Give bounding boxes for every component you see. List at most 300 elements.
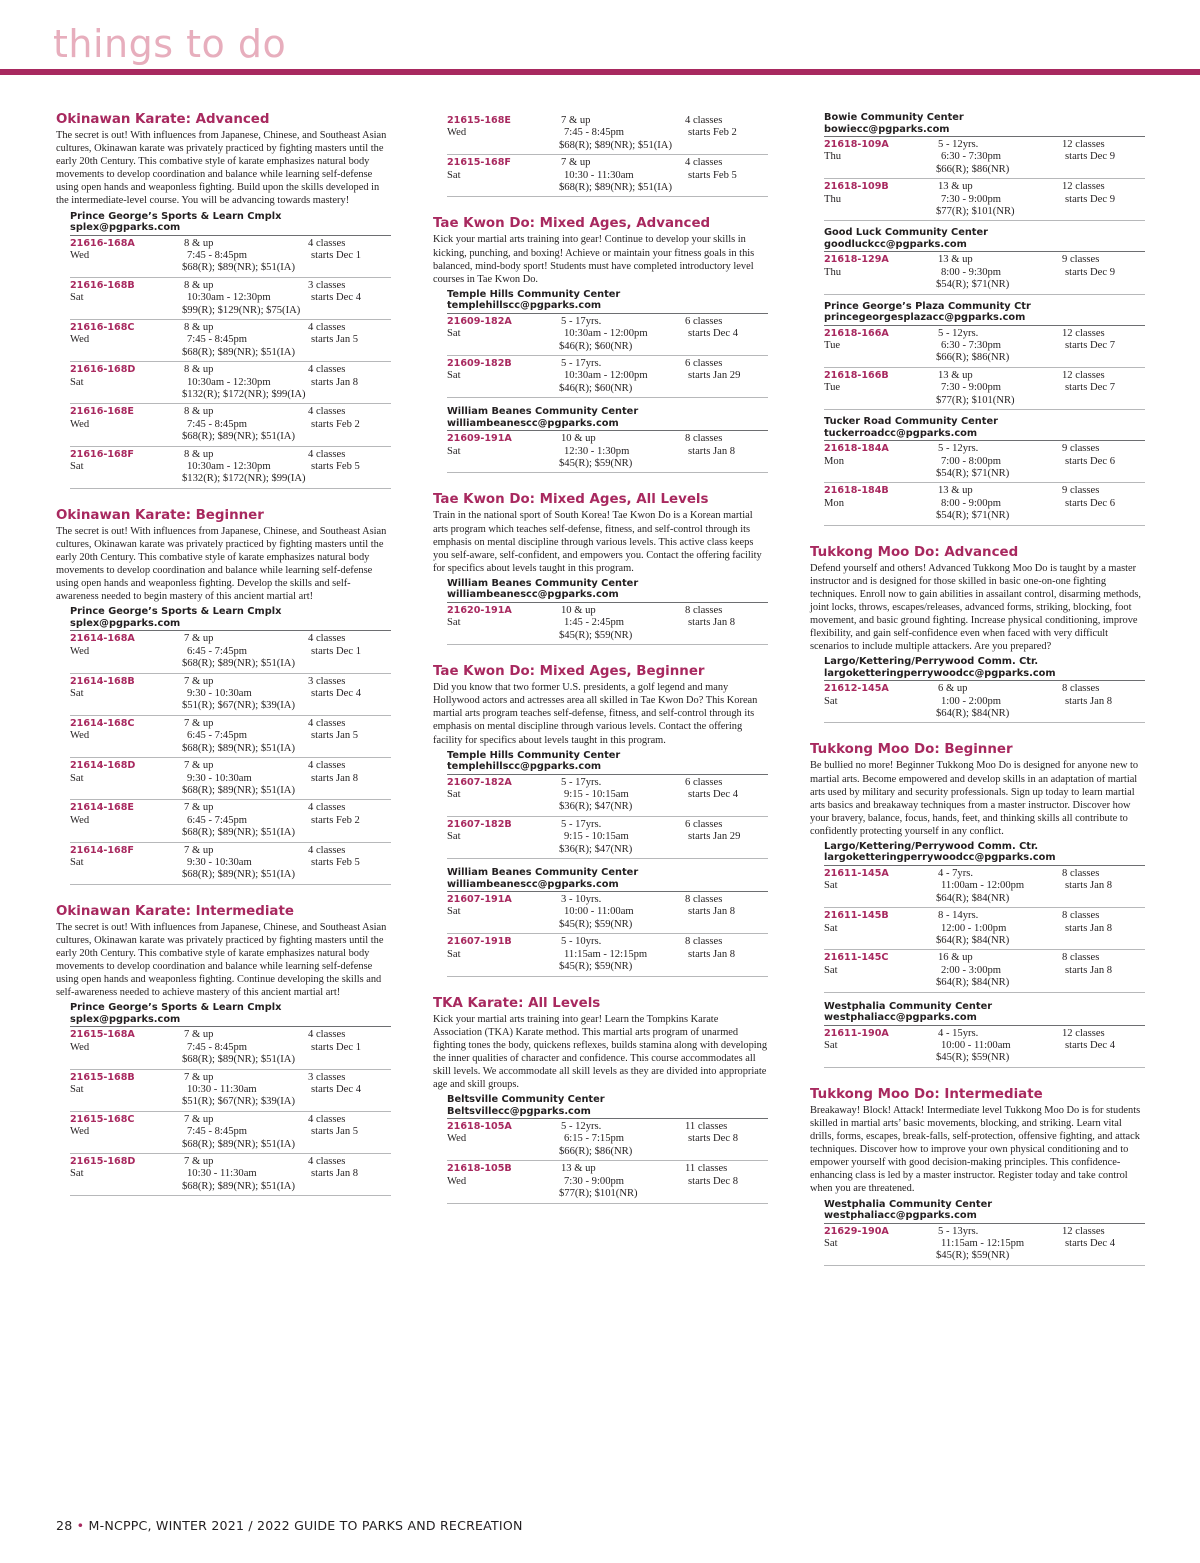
course-row-2	[70, 730, 391, 742]
course-row-2	[447, 789, 768, 801]
course-listing	[70, 236, 391, 278]
course-day: Sat	[70, 376, 84, 388]
course-listing	[447, 314, 768, 356]
location-email[interactable]: tuckerroadcc@pgparks.com	[824, 428, 1145, 442]
course-day: Sat	[824, 1237, 838, 1249]
course-day: Mon	[824, 497, 845, 509]
course-row-2	[70, 461, 391, 473]
course-start-date: starts Jan 8	[1065, 922, 1113, 934]
course-code[interactable]: 21618-109B	[824, 181, 889, 193]
course-age: 7 & up	[184, 1071, 214, 1083]
course-day: Wed	[70, 334, 90, 346]
course-code[interactable]: 21615-168C	[70, 1113, 135, 1125]
course-code[interactable]: 21616-168B	[70, 279, 135, 291]
course-fees: $45(R); $59(NR)	[559, 458, 633, 470]
page-header-title: things to do	[53, 22, 287, 66]
course-time: 7:45 - 8:45pm	[187, 249, 248, 261]
continued-locations	[810, 112, 1145, 526]
course-code[interactable]: 21618-184A	[824, 443, 889, 455]
course-start-date: starts Feb 5	[688, 169, 737, 181]
course-code[interactable]: 21618-129A	[824, 254, 889, 266]
course-class-count: 4 classes	[685, 115, 723, 126]
course-code[interactable]: 21615-168A	[70, 1029, 135, 1041]
course-row-1	[70, 322, 391, 334]
section-title: TKA Karate: All Levels	[433, 995, 601, 1011]
location-name: Prince George’s Sports & Learn Cmplx	[70, 1002, 282, 1014]
course-listing	[824, 326, 1145, 368]
course-row-1	[447, 777, 768, 789]
course-time: 1:45 - 2:45pm	[564, 617, 625, 629]
course-row-1	[824, 181, 1145, 193]
course-age: 5 - 12yrs.	[938, 327, 979, 339]
course-listing	[70, 716, 391, 758]
course-day: Wed	[70, 730, 90, 742]
course-time: 6:15 - 7:15pm	[564, 1133, 625, 1145]
course-code[interactable]: 21612-145A	[824, 683, 889, 695]
course-row-2	[70, 250, 391, 262]
course-listing	[70, 404, 391, 446]
course-code[interactable]: 21616-168D	[70, 364, 136, 376]
location-email[interactable]: bowiecc@pgparks.com	[824, 124, 1145, 138]
course-class-count: 8 classes	[685, 894, 723, 906]
location-block	[70, 1002, 391, 1196]
course-fees: $46(R); $60(NR)	[559, 340, 633, 352]
course-time: 11:15am - 12:15pm	[941, 1237, 1025, 1249]
course-age: 10 & up	[561, 604, 596, 616]
course-fees: $68(R); $89(NR); $51(IA)	[182, 346, 295, 358]
course-listing	[447, 817, 768, 859]
course-row-2	[824, 1040, 1145, 1052]
course-time: 7:45 - 8:45pm	[187, 334, 248, 346]
course-age: 7 & up	[184, 675, 214, 687]
course-start-date: starts Dec 4	[1065, 1237, 1116, 1249]
course-listing	[824, 681, 1145, 723]
course-fees: $64(R); $84(NR)	[936, 935, 1010, 946]
course-row-1	[70, 1072, 391, 1084]
course-age: 8 & up	[184, 448, 214, 460]
column-3	[810, 111, 1145, 1284]
course-class-count: 4 classes	[308, 364, 346, 376]
course-age: 13 & up	[938, 369, 973, 381]
course-fees: $45(R); $59(NR)	[559, 629, 633, 641]
section-title: Tae Kwon Do: Mixed Ages, Beginner	[433, 664, 705, 680]
course-class-count: 8 classes	[1062, 867, 1100, 879]
course-age: 6 & up	[938, 683, 968, 695]
course-start-date: starts Dec 4	[311, 292, 362, 304]
course-fees: $77(R); $101(NR)	[559, 1188, 638, 1200]
course-day: Wed	[70, 1041, 90, 1053]
course-class-count: 4 classes	[308, 717, 346, 729]
location-name: Tucker Road Community Center	[824, 416, 998, 428]
course-code[interactable]: 21615-168E	[447, 115, 511, 126]
course-day: Wed	[447, 127, 467, 139]
location-name: Largo/Kettering/Perrywood Comm. Ctr.	[824, 656, 1039, 668]
course-time: 10:30 - 11:30am	[187, 1083, 257, 1095]
course-day: Wed	[447, 1133, 467, 1145]
course-day: Thu	[824, 193, 842, 205]
course-row-2	[70, 773, 391, 785]
course-row-2	[70, 1126, 391, 1138]
course-row-1	[70, 1029, 391, 1041]
course-fees: $68(R); $89(NR); $51(IA)	[182, 262, 295, 274]
course-section	[56, 111, 391, 489]
course-time: 10:30am - 12:30pm	[187, 376, 271, 388]
location-email[interactable]: williambeanescc@pgparks.com	[447, 589, 768, 603]
location-block	[447, 1094, 768, 1203]
course-row-2	[824, 965, 1145, 977]
course-start-date: starts Jan 8	[688, 948, 736, 960]
course-row-1	[70, 718, 391, 730]
course-fees: $68(R); $89(NR); $51(IA)	[182, 784, 295, 796]
course-code[interactable]: 21614-168B	[70, 675, 135, 687]
course-day: Wed	[70, 1126, 90, 1138]
course-fees: $68(R); $89(NR); $51(IA)	[182, 1138, 295, 1150]
course-code[interactable]: 21616-168E	[70, 406, 134, 418]
course-time: 10:30am - 12:30pm	[187, 292, 271, 304]
course-row-1	[70, 449, 391, 461]
course-code[interactable]: 21607-191A	[447, 894, 512, 906]
section-title: Okinawan Karate: Beginner	[56, 507, 264, 523]
course-row-1	[70, 802, 391, 814]
course-row-1	[824, 910, 1145, 922]
page-footer	[56, 1518, 523, 1533]
course-age: 8 & up	[184, 364, 214, 376]
course-start-date: starts Jan 8	[688, 617, 736, 629]
course-row-1	[824, 868, 1145, 880]
course-row-2	[447, 1176, 768, 1188]
course-listing	[824, 908, 1145, 950]
course-row-1	[447, 819, 768, 831]
course-time: 9:30 - 10:30am	[187, 772, 252, 784]
course-listing	[70, 1154, 391, 1196]
location-email[interactable]: westphaliacc@pgparks.com	[824, 1012, 1145, 1026]
course-fees: $54(R); $71(NR)	[936, 467, 1010, 479]
course-fees: $66(R); $86(NR)	[936, 163, 1010, 175]
course-listing	[70, 362, 391, 404]
course-day: Tue	[824, 382, 841, 394]
course-start-date: starts Feb 5	[311, 856, 360, 868]
course-code[interactable]: 21611-190A	[824, 1027, 889, 1039]
course-fees: $66(R); $86(NR)	[936, 352, 1010, 364]
course-listing	[70, 278, 391, 320]
section-description: Be bullied no more! Beginner Tukkong Moo Do is designed for anyone new to martial arts. Become empowered and develop skills in an adaptation of martial arts used by military and security professionals. Sign up today to learn martial arts basics and breakaway techniques from a master instructor. Discover how your bravery, balance, focus, hands, feet, and thinking skills all contribute to confidently protecting yourself in any conflict.	[810, 760, 1139, 837]
course-listing	[447, 1119, 768, 1161]
course-time: 10:30am - 12:30pm	[187, 461, 271, 473]
course-day: Sat	[447, 169, 461, 181]
course-row-1	[824, 139, 1145, 151]
location-email[interactable]: templehillscc@pgparks.com	[447, 300, 768, 314]
course-age: 5 - 17yrs.	[561, 818, 602, 830]
course-code[interactable]: 21607-182B	[447, 818, 512, 830]
course-time: 7:00 - 8:00pm	[941, 455, 1002, 467]
location-block	[824, 112, 1145, 221]
course-listing	[447, 934, 768, 976]
course-code[interactable]: 21629-190A	[824, 1225, 889, 1237]
course-code[interactable]: 21616-168F	[70, 448, 134, 460]
course-day: Sat	[824, 922, 838, 934]
course-row-2	[70, 815, 391, 827]
course-class-count: 12 classes	[1062, 1225, 1105, 1237]
course-fees: $68(R); $89(NR); $51(IA)	[182, 1180, 295, 1192]
course-code[interactable]: 21614-168D	[70, 760, 136, 772]
course-time: 8:00 - 9:30pm	[941, 266, 1002, 278]
course-day: Sat	[70, 461, 84, 473]
course-age: 8 & up	[184, 279, 214, 291]
course-listing	[447, 892, 768, 934]
course-start-date: starts Jan 29	[688, 831, 741, 843]
course-row-1	[447, 433, 768, 445]
course-start-date: starts Jan 29	[688, 370, 741, 382]
course-class-count: 4 classes	[308, 1029, 346, 1041]
course-code[interactable]: 21615-168B	[70, 1071, 135, 1083]
course-row-2	[824, 1238, 1145, 1250]
course-class-count: 4 classes	[685, 157, 723, 169]
course-row-2	[824, 194, 1145, 206]
course-time: 10:00 - 11:00am	[564, 906, 634, 918]
course-fees: $51(R); $67(NR); $39(IA)	[182, 700, 295, 712]
course-class-count: 4 classes	[308, 1113, 346, 1125]
course-class-count: 9 classes	[1062, 485, 1100, 497]
course-code[interactable]: 21618-105A	[447, 1121, 512, 1133]
course-row-2	[70, 857, 391, 869]
footer-bullet: •	[76, 1518, 85, 1533]
course-code[interactable]: 21615-168F	[447, 157, 511, 169]
course-fees: $99(R); $129(NR); $75(IA)	[182, 304, 301, 316]
location-email[interactable]: templehillscc@pgparks.com	[447, 761, 768, 775]
course-day: Wed	[447, 1175, 467, 1187]
course-code[interactable]: 21611-145C	[824, 952, 889, 964]
section-title: Tukkong Moo Do: Beginner	[810, 742, 1013, 758]
course-row-2	[70, 377, 391, 389]
section-description: The secret is out! With influences from Japanese, Chinese, and Southeast Asian cultures, Okinawan karate was privately practiced by fighting masters until the early 20th Century. This combative style of karate emphasizes natural body movements to develop coordination and balance while learning self-defense using open hands and weaponless fighting. Develop the skills and self-awareness needed to begin mastery of this ancient martial art!	[56, 525, 387, 603]
course-time: 9:30 - 10:30am	[187, 688, 252, 700]
course-listing	[70, 800, 391, 842]
course-listing	[824, 137, 1145, 179]
course-class-count: 4 classes	[308, 237, 346, 249]
column-1	[56, 111, 391, 1214]
course-time: 11:00am - 12:00pm	[941, 880, 1025, 892]
course-age: 7 & up	[184, 760, 214, 772]
course-row-1	[70, 633, 391, 645]
course-day: Wed	[70, 249, 90, 261]
course-start-date: starts Dec 7	[1065, 382, 1116, 394]
course-row-2	[824, 267, 1145, 279]
course-section	[433, 491, 768, 645]
course-class-count: 3 classes	[308, 1071, 346, 1083]
location-email[interactable]: princegeorgesplazacc@pgparks.com	[824, 312, 1145, 326]
course-code[interactable]: 21614-168E	[70, 802, 134, 814]
course-code[interactable]: 21618-105B	[447, 1163, 512, 1175]
course-start-date: starts Jan 8	[688, 445, 736, 457]
course-time: 10:30am - 12:00pm	[564, 328, 648, 340]
course-listing	[447, 603, 768, 645]
course-age: 7 & up	[184, 633, 214, 645]
course-row-2	[447, 1133, 768, 1145]
section-description: Defend yourself and others! Advanced Tukkong Moo Do is taught by a master instructor and is designed for those skilled in basic one-on-one fighting techniques. Enroll now to gain abilities in assailant control, disarming methods, joint locks, throws, escapes/releases, advanced forms, striking, blocking, foot movement, and basic ground fighting. Increase physical conditioning, improve flexibility, and gain self-confidence even when faced with very difficult scenarios to include multiple attackers. Are you prepared?	[810, 562, 1141, 653]
course-age: 7 & up	[561, 157, 591, 169]
course-age: 7 & up	[184, 1029, 214, 1041]
section-title: Okinawan Karate: Advanced	[56, 112, 270, 127]
course-section	[810, 1086, 1145, 1266]
course-class-count: 4 classes	[308, 448, 346, 460]
course-code[interactable]: 21609-182B	[447, 358, 512, 370]
course-row-2	[70, 1042, 391, 1054]
location-email[interactable]: splex@pgparks.com	[70, 618, 391, 632]
course-age: 7 & up	[184, 844, 214, 856]
course-listing	[447, 155, 768, 197]
course-age: 5 - 12yrs.	[938, 443, 979, 455]
course-class-count: 8 classes	[685, 604, 723, 616]
course-fees: $45(R); $59(NR)	[936, 1250, 1010, 1262]
course-class-count: 12 classes	[1062, 327, 1105, 339]
course-class-count: 4 classes	[308, 406, 346, 418]
course-code[interactable]: 21607-191B	[447, 936, 512, 948]
course-row-1	[447, 358, 768, 370]
course-class-count: 4 classes	[308, 844, 346, 856]
course-section	[56, 507, 391, 885]
course-day: Sat	[70, 292, 84, 304]
course-code[interactable]: 21618-166A	[824, 327, 889, 339]
course-start-date: starts Jan 8	[311, 772, 359, 784]
course-start-date: starts Dec 4	[1065, 1040, 1116, 1052]
course-start-date: starts Feb 2	[311, 814, 360, 826]
course-code[interactable]: 21607-182A	[447, 776, 512, 788]
course-code[interactable]: 21611-145B	[824, 910, 889, 922]
course-listing	[70, 1112, 391, 1154]
course-class-count: 9 classes	[1062, 254, 1100, 266]
course-listing	[824, 866, 1145, 908]
course-code[interactable]: 21609-191A	[447, 433, 512, 445]
location-email[interactable]: williambeanescc@pgparks.com	[447, 418, 768, 432]
course-row-1	[447, 1121, 768, 1133]
location-block	[824, 1001, 1145, 1068]
course-class-count: 12 classes	[1062, 139, 1105, 150]
course-fees: $68(R); $89(NR); $51(IA)	[182, 1054, 295, 1066]
course-age: 4 - 7yrs.	[938, 867, 974, 879]
course-start-date: starts Feb 2	[311, 418, 360, 430]
course-class-count: 12 classes	[1062, 369, 1105, 381]
course-day: Mon	[824, 455, 845, 467]
course-row-1	[824, 1226, 1145, 1238]
course-code[interactable]: 21614-168C	[70, 717, 135, 729]
course-start-date: starts Feb 5	[311, 461, 360, 473]
course-code[interactable]: 21614-168A	[70, 633, 135, 645]
course-class-count: 4 classes	[308, 1155, 346, 1167]
location-email[interactable]: splex@pgparks.com	[70, 1014, 391, 1028]
course-code[interactable]: 21609-182A	[447, 315, 512, 327]
course-time: 7:45 - 8:45pm	[187, 1126, 248, 1138]
course-fees: $68(R); $89(NR); $51(IA)	[182, 742, 295, 754]
course-section	[433, 663, 768, 976]
course-class-count: 9 classes	[1062, 443, 1100, 455]
course-start-date: starts Dec 4	[311, 1083, 362, 1095]
course-age: 3 - 10yrs.	[561, 894, 602, 906]
location-name: Largo/Kettering/Perrywood Comm. Ctr.	[824, 840, 1039, 852]
course-row-2	[70, 334, 391, 346]
course-row-1	[447, 894, 768, 906]
location-email[interactable]: westphaliacc@pgparks.com	[824, 1210, 1145, 1224]
course-class-count: 4 classes	[308, 760, 346, 772]
course-day: Sat	[447, 831, 461, 843]
location-email[interactable]: splex@pgparks.com	[70, 222, 391, 236]
course-fees: $132(R); $172(NR); $99(IA)	[182, 389, 306, 401]
course-class-count: 8 classes	[1062, 952, 1100, 964]
course-code[interactable]: 21618-109A	[824, 139, 889, 150]
course-row-2	[70, 1168, 391, 1180]
course-listing	[70, 758, 391, 800]
course-start-date: starts Dec 6	[1065, 455, 1116, 467]
continued-courses	[447, 113, 768, 197]
course-class-count: 6 classes	[685, 315, 723, 327]
course-listing	[447, 356, 768, 398]
location-name: William Beanes Community Center	[447, 577, 639, 589]
course-code[interactable]: 21615-168D	[70, 1155, 136, 1167]
course-fees: $132(R); $172(NR); $99(IA)	[182, 473, 306, 485]
course-row-1	[447, 115, 768, 127]
location-name: Westphalia Community Center	[824, 1000, 993, 1012]
location-email[interactable]: largoketteringperrywoodcc@pgparks.com	[824, 852, 1145, 866]
course-day: Sat	[824, 964, 838, 976]
course-code[interactable]: 21614-168F	[70, 844, 134, 856]
course-time: 10:30am - 12:00pm	[564, 370, 648, 382]
section-title: Tae Kwon Do: Mixed Ages, Advanced	[433, 216, 711, 232]
course-class-count: 8 classes	[1062, 683, 1100, 695]
location-email[interactable]: largoketteringperrywoodcc@pgparks.com	[824, 668, 1145, 682]
course-section	[56, 903, 391, 1196]
course-fees: $36(R); $47(NR)	[559, 843, 633, 855]
course-listing	[824, 1026, 1145, 1068]
course-start-date: starts Dec 7	[1065, 340, 1116, 352]
course-class-count: 11 classes	[685, 1121, 728, 1133]
course-code[interactable]: 21611-145A	[824, 867, 889, 879]
course-code[interactable]: 21620-191A	[447, 604, 512, 616]
course-row-2	[70, 419, 391, 431]
course-day: Sat	[70, 688, 84, 700]
course-start-date: starts Dec 1	[311, 645, 362, 657]
course-code[interactable]: 21616-168C	[70, 322, 135, 333]
course-age: 5 - 17yrs.	[561, 776, 602, 788]
course-time: 10:00 - 11:00am	[941, 1040, 1011, 1052]
section-description: Kick your martial arts training into gear! Learn the Tompkins Karate Association (TKA) Karate method. This martial arts program of unarmed fighting tones the body, quickens reflexes, builds stamina along with developing the inner qualities of character and confidence. This course accommodates all skill levels. We accommodate all skill levels as they are divided into appropriate age and skill groups.	[433, 1013, 768, 1090]
location-block	[70, 211, 391, 489]
course-age: 7 & up	[184, 1113, 214, 1125]
location-name: Westphalia Community Center	[824, 1198, 993, 1210]
course-age: 5 - 17yrs.	[561, 358, 602, 370]
course-fees: $45(R); $59(NR)	[936, 1052, 1010, 1064]
course-day: Sat	[70, 772, 84, 784]
section-description: Breakaway! Block! Attack! Intermediate level Tukkong Moo Do is for students skilled in martial arts’ basic movements, blocking, and striking. Learn vital drills, forms, escapes, break-falls, self-protection, offensive fighting, and attack techniques. Discover how to improve your own physical conditioning and to empower yourself with good decision-making principles. This confidence-enhancing class is led by a master instructor. Register today and take control when you are threatened.	[810, 1104, 1141, 1195]
course-fees: $46(R); $60(NR)	[559, 382, 633, 394]
course-start-date: starts Dec 9	[1065, 266, 1116, 278]
course-row-1	[70, 238, 391, 250]
course-listing	[447, 431, 768, 473]
course-code[interactable]: 21616-168A	[70, 237, 135, 249]
course-age: 13 & up	[938, 181, 973, 193]
course-listing	[824, 1224, 1145, 1266]
course-code[interactable]: 21618-166B	[824, 369, 889, 381]
course-code[interactable]: 21618-184B	[824, 485, 889, 497]
course-class-count: 8 classes	[685, 433, 723, 445]
location-email[interactable]: Beltsvillecc@pgparks.com	[447, 1106, 768, 1120]
course-class-count: 4 classes	[308, 802, 346, 814]
course-day: Sat	[447, 617, 461, 629]
location-email[interactable]: williambeanescc@pgparks.com	[447, 879, 768, 893]
course-class-count: 4 classes	[308, 322, 346, 333]
course-row-1	[824, 370, 1145, 382]
location-name: William Beanes Community Center	[447, 867, 639, 879]
course-fees: $77(R); $101(NR)	[936, 206, 1015, 218]
location-email[interactable]: goodluckcc@pgparks.com	[824, 239, 1145, 253]
